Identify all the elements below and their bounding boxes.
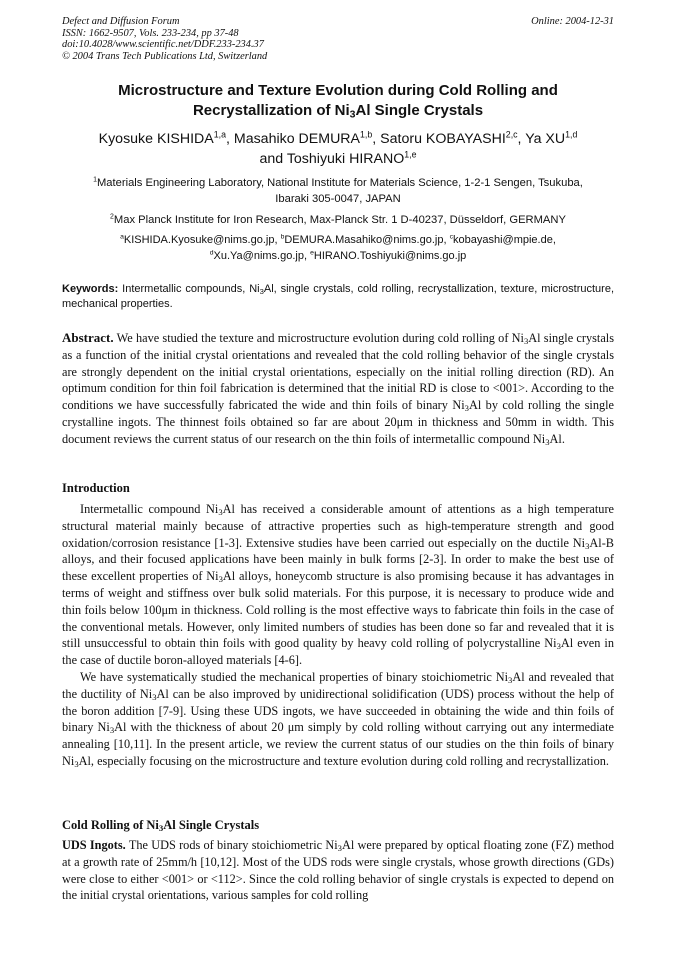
email[interactable]: $^d$Xu.Ya@nims.go.jp (209, 249, 304, 262)
paragraph: Intermetallic compound $Ni_3Al$ has received a considerable amount of attentions as a high temperature structural material mainly because of attractive properties such as high-temperature strength and good oxidation/corrosion resistance [1-3]. Extensive studies have been carried out especially on the ductile $Ni_3Al-B$ alloys, and their focused applications have been mainly in bulk forms [2-3]. In order to make the best use of these excellent properties of $Ni_3Al$ alloys, honeycomb structure is also promising because it has advantages in terms of weight and stiffness over bulk solid materials. For this purpose, it is necessary to produce wide and thin foils below 100μm in thickness. Cold rolling is the most effective ways to fabricate thin foils in the case of the conventional metals. However, only limited numbers of studies has been done so far and revealed that it is still unsuccessful to obtain thin foils with good quality by heavy cold rolling of polycrystalline $Ni_3Al$ even in the case of ductile boron-alloyed materials [4-6]. (62, 502, 614, 668)
uds-label: UDS Ingots. (62, 838, 126, 852)
journal-header (62, 16, 614, 62)
keywords: Keywords: Intermetallic compounds, $Ni_3Al$, single crystals, cold rolling, recrystallization, texture, microstructure, mechanical properties. (62, 283, 614, 310)
email[interactable]: $^c$kobayashi@mpie.de (449, 233, 553, 246)
issn: ISSN: 1662-9507, Vols. 233-234, pp 37-48 (62, 27, 239, 39)
email[interactable]: $^e$HIRANO.Toshiyuki@nims.go.jp (310, 249, 467, 262)
author-joiner: and (259, 151, 284, 167)
title-line-1: Microstructure and Texture Evolution during Cold Rolling and (118, 82, 558, 99)
cold-rolling-body (62, 837, 614, 904)
introduction-body (62, 501, 614, 770)
email[interactable]: $^b$DEMURA.Masahiko@nims.go.jp (280, 233, 444, 246)
author: Ya XU$^{1,d}$ (525, 129, 578, 147)
paper-title (62, 81, 614, 121)
doi: doi:10.4028/www.scientific.net/DDF.233-234.37 (62, 39, 264, 50)
author: Toshiyuki HIRANO$^{1,e}$ (286, 149, 417, 167)
copyright: © 2004 Trans Tech Publications Ltd, Switzerland (62, 50, 268, 62)
abstract-label: Abstract. (62, 330, 114, 345)
author: Masahiko DEMURA$^{1,b}$ (233, 129, 373, 147)
author: Kyosuke KISHIDA$^{1,a}$ (98, 129, 226, 147)
journal-name: Defect and Diffusion Forum (62, 16, 180, 27)
introduction-heading: Introduction (62, 481, 130, 495)
paragraph: UDS Ingots. The UDS rods of binary stoichiometric $Ni_3Al$ were prepared by optical floating zone (FZ) method at a growth rate of 25mm/h [10,12]. Most of the UDS rods were single crystals, whose growth directions (GDs) were close to either <001> or <112>. Since the cold rolling behavior of single crystals is expected to depend on the initial crystal orientations, various samples for cold rolling (62, 838, 614, 903)
title-line-2: Recrystallization of $Ni_3Al$ Single Crystals (192, 102, 484, 121)
abstract-text: We have studied the texture and microstructure evolution during cold rolling of $Ni_3Al$ single crystals as a function of the initial crystal orientations and revealed that the cold rolling behavior of the single crystals are strongly dependent on the initial crystal orientations, especially on the initial rolling direction (RD). An optimum condition for thin foil fabrication is determined that the initial RD is close to <001>. According to the conditions we have successfully fabricated the wide and thin foils of binary $Ni_3Al$ by cold rolling the single crystalline ingots. The thinnest foils obtained so far are about 20μm in thickness and 50mm in width. This document reviews the current status of our research on the thin foils of intermetallic compound $Ni_3Al$. (62, 331, 614, 447)
author: Satoru KOBAYASHI$^{2,c}$ (380, 129, 518, 147)
online-date: Online: 2004-12-31 (531, 16, 614, 27)
paragraph: We have systematically studied the mechanical properties of binary stoichiometric $Ni_3Al$ and revealed that the ductility of $Ni_3Al$ can be also improved by unidirectional solidification (UDS) process without the help of the boron addition [7-9]. Using these UDS ingots, we have succeeded in obtaining the wide and thin foils of binary $Ni_3Al$ with the thickness of about 20 μm simply by cold rolling without carrying out any intermediate annealing [10,11]. In the present article, we review the current status of our studies on the thin foils of binary $Ni_3Al$, especially focusing on the microstructure and texture evolution during cold rolling and recrystallization. (62, 669, 614, 770)
affiliation-2: $^2$Max Planck Institute for Iron Research, Max-Planck Str. 1 D-40237, Düsseldorf, GERMANY (110, 213, 566, 226)
author-emails: $^a$KISHIDA.Kyosuke@nims.go.jp, $^b$DEMURA.Masahiko@nims.go.jp, $^c$kobayashi@mpie.de, $^d$Xu.Ya@nims.go.jp, $^e$HIRANO.Toshiyuki@nims.go.jp (120, 233, 556, 262)
email[interactable]: $^a$KISHIDA.Kyosuke@nims.go.jp (120, 233, 275, 246)
cold-rolling-heading: Cold Rolling of $Ni_3Al$ Single Crystals (62, 818, 260, 834)
abstract (62, 330, 614, 448)
affiliation-1: $^1$Materials Engineering Laboratory, National Institute for Materials Science, 1-2-1 Sengen, Tsukuba, Ibaraki 305-0047, JAPAN (93, 176, 583, 205)
keywords-label: Keywords: (62, 283, 119, 295)
author-list: Kyosuke KISHIDA$^{1,a}$, Masahiko DEMURA$^{1,b}$, Satoru KOBAYASHI$^{2,c}$, Ya XU$^{1,d}$ and Toshiyuki HIRANO$^{1,e}$ (98, 129, 578, 167)
